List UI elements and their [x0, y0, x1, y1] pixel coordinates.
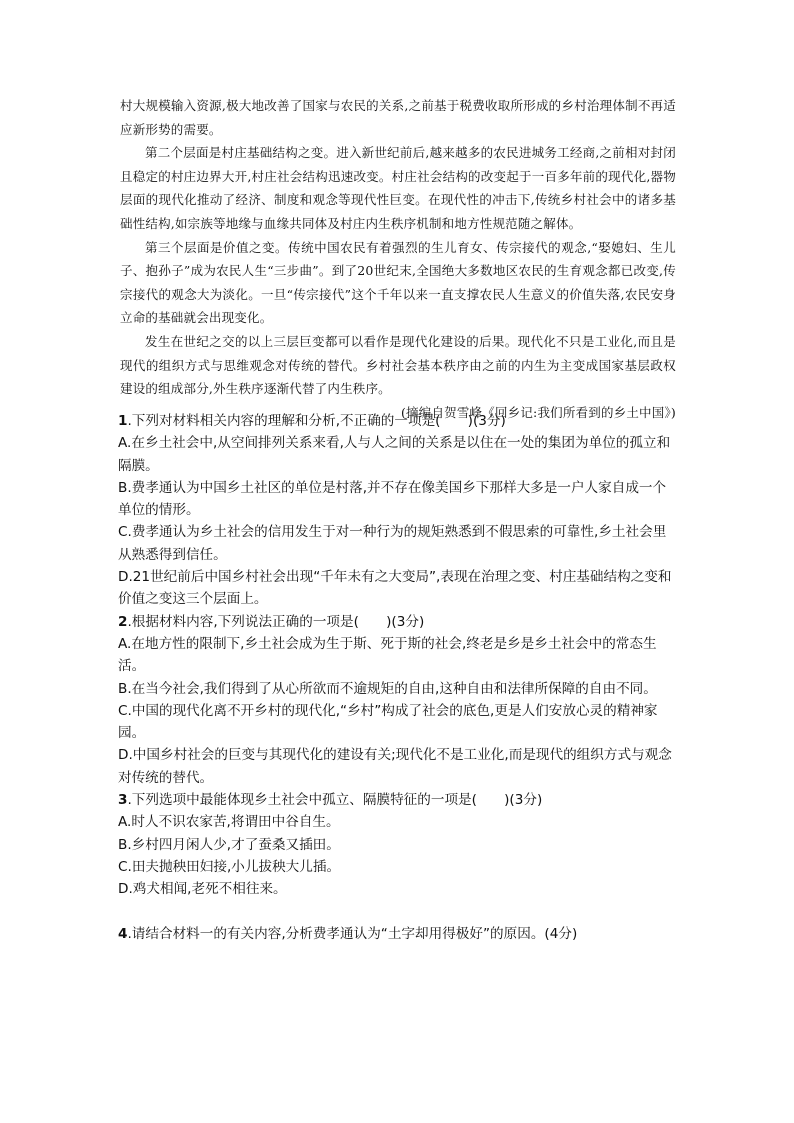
question-number: 1	[118, 413, 128, 429]
option-c: C.费孝通认为乡土社会的信用发生于对一种行为的规矩熟悉到不假思索的可靠性,乡土社会里从熟悉得到信任。	[118, 524, 667, 563]
option-a: A.时人不识农家苦,将谓田中谷自生。	[118, 814, 340, 831]
passage-paragraph-modernization: 发生在世纪之交的以上三层巨变都可以看作是现代化建设的后果。现代化不只是工业化,而且是现代的组织方式与思维观念对传统的替代。乡村社会基本秩序由之前的内生为主变成国家基层政权建设的组成部分,外生秩序逐渐代替了内生秩序。	[120, 333, 676, 397]
question-list	[118, 410, 678, 945]
question-stem	[118, 410, 678, 432]
option-b: B.乡村四月闲人少,才了蚕桑又插田。	[118, 836, 340, 853]
spacer	[118, 901, 678, 923]
option-d: D.21世纪前后中国乡村社会出现“千年未有之大变局”,表现在治理之变、村庄基础结构之变和价值之变这三个层面上。	[118, 569, 672, 608]
reading-passage	[120, 94, 676, 424]
option-b: B.费孝通认为中国乡土社区的单位是村落,并不存在像美国乡下那样大多是一户人家自成一个单位的情形。	[118, 479, 667, 519]
option-b: B.在当今社会,我们得到了从心所欲而不逾规矩的自由,这种自由和法律所保障的自由不同。	[118, 680, 657, 697]
option-a: A.在乡土社会中,从空间排列关系来看,人与人之间的关系是以住在一处的集团为单位的孤立和隔膜。	[118, 435, 671, 474]
question-4	[118, 923, 678, 945]
question-text: .下列选项中最能体现乡土社会中孤立、隔膜特征的一项是( )(3分)	[127, 792, 543, 809]
passage-paragraph-continued: 村大规模输入资源,极大地改善了国家与农民的关系,之前基于税费收取所形成的乡村治理体制不再适应新形势的需要。	[120, 98, 676, 137]
passage-paragraph-value-change: 第三个层面是价值之变。传统中国农民有着强烈的生儿育女、传宗接代的观念,“娶媳妇、生儿子、抱孙子”成为农民人生“三步曲”。到了20世纪末,全国绝大多数地区农民的生育观念都已改变,传宗接代的观念大为淡化。一旦“传宗接代”这个千年以来一直支撑农民人生意义的价值失落,农民安身立命的基础就会出现变化。	[120, 239, 676, 326]
question-number: 3	[118, 792, 128, 809]
question-number: 4	[118, 925, 128, 942]
question-3	[118, 789, 678, 900]
question-2	[118, 611, 678, 789]
option-a: A.在地方性的限制下,乡土社会成为生于斯、死于斯的社会,终老是乡是乡土社会中的常态生活。	[118, 635, 657, 675]
passage-source: (摘编自贺雪峰《回乡记:我们所看到的乡土中国》)	[400, 404, 676, 420]
question-stem	[118, 611, 678, 633]
question-text: .请结合材料一的有关内容,分析费孝通认为“土字却用得极好”的原因。(4分)	[127, 925, 578, 942]
option-c: C.田夫抛秧田妇接,小儿拔秧大儿插。	[118, 858, 341, 875]
option-d: D.中国乡村社会的巨变与其现代化的建设有关;现代化不是工业化,而是现代的组织方式与观念对传统的替代。	[118, 747, 672, 786]
question-text: .下列对材料相关内容的理解和分析,不正确的一项是( )(3分)	[127, 413, 506, 429]
option-d: D.鸡犬相闻,老死不相往来。	[118, 881, 287, 898]
question-text: .根据材料内容,下列说法正确的一项是( )(3分)	[127, 613, 425, 630]
question-stem	[118, 789, 678, 811]
passage-paragraph-village-structure: 第二个层面是村庄基础结构之变。进入新世纪前后,越来越多的农民进城务工经商,之前相对封闭且稳定的村庄边界大开,村庄社会结构迅速改变。村庄社会结构的改变起于一百多年前的现代化,器物层面的现代化推动了经济、制度和观念等现代性巨变。在现代性的冲击下,传统乡村社会中的诸多基础性结构,如宗族等地缘与血缘共同体及村庄内生秩序机制和地方性规范随之解体。	[120, 145, 676, 231]
question-1	[118, 410, 678, 611]
question-stem	[118, 923, 678, 945]
option-c: C.中国的现代化离不开乡村的现代化,“乡村”构成了社会的底色,更是人们安放心灵的精神家园。	[118, 702, 658, 742]
question-number: 2	[118, 613, 128, 630]
